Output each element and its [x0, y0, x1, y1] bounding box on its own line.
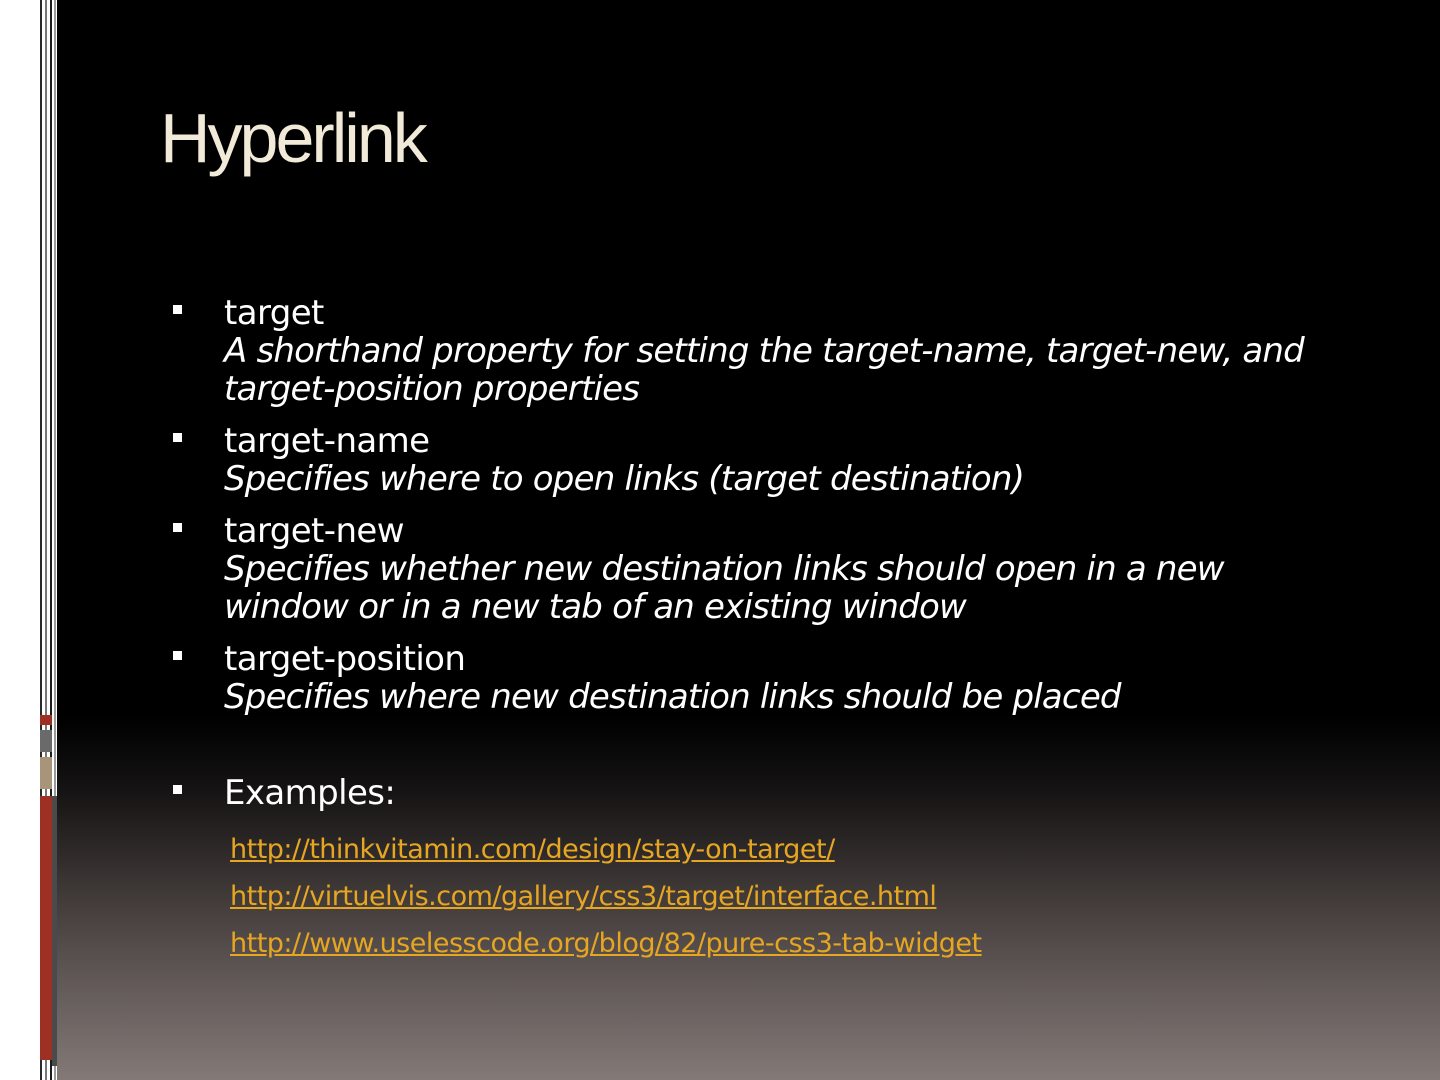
example-link-thinkvitamin[interactable]: http://thinkvitamin.com/design/stay-on-target/: [230, 834, 835, 865]
slide-left-edge-decoration: [0, 0, 57, 1080]
edge-accent-tan: [40, 757, 52, 789]
bullet-description: Specifies where new destination links should be placed: [224, 677, 1121, 717]
bullet-list: [167, 294, 1347, 967]
bullet-item-target-new: [167, 512, 1347, 626]
square-bullet-icon: [173, 523, 182, 532]
slide: [57, 0, 1440, 1080]
bullet-term: target-name: [224, 421, 430, 461]
examples-label: Examples:: [224, 773, 396, 813]
bullet-item-target-name: [167, 422, 1347, 498]
slide-title: Hyperlink: [160, 99, 425, 177]
example-link-uselesscode[interactable]: http://www.uselesscode.org/blog/82/pure-css3-tab-widget: [230, 928, 982, 959]
square-bullet-icon: [173, 651, 182, 660]
bullet-term: target-new: [224, 511, 404, 551]
bullet-term: target-position: [224, 639, 466, 679]
bullet-description: Specifies whether new destination links should open in a new window or in a new tab of an existing window: [224, 549, 1224, 627]
bullet-item-target-position: [167, 640, 1347, 716]
square-bullet-icon: [173, 305, 182, 314]
bullet-term: target: [224, 293, 324, 333]
bullet-item-target: [167, 294, 1347, 408]
bullet-description: Specifies where to open links (target destination): [224, 459, 1025, 499]
edge-accent-red-bar: [40, 796, 52, 1060]
bullet-item-examples: [167, 774, 1347, 812]
edge-accent-red: [40, 715, 52, 725]
example-links: [167, 826, 1347, 967]
edge-accent-gray: [40, 730, 52, 752]
square-bullet-icon: [173, 433, 182, 442]
example-link-virtuelvis[interactable]: http://virtuelvis.com/gallery/css3/target/interface.html: [230, 881, 937, 912]
bullet-description: A shorthand property for setting the target-name, target-new, and target-position properties: [224, 331, 1304, 409]
square-bullet-icon: [173, 785, 182, 794]
